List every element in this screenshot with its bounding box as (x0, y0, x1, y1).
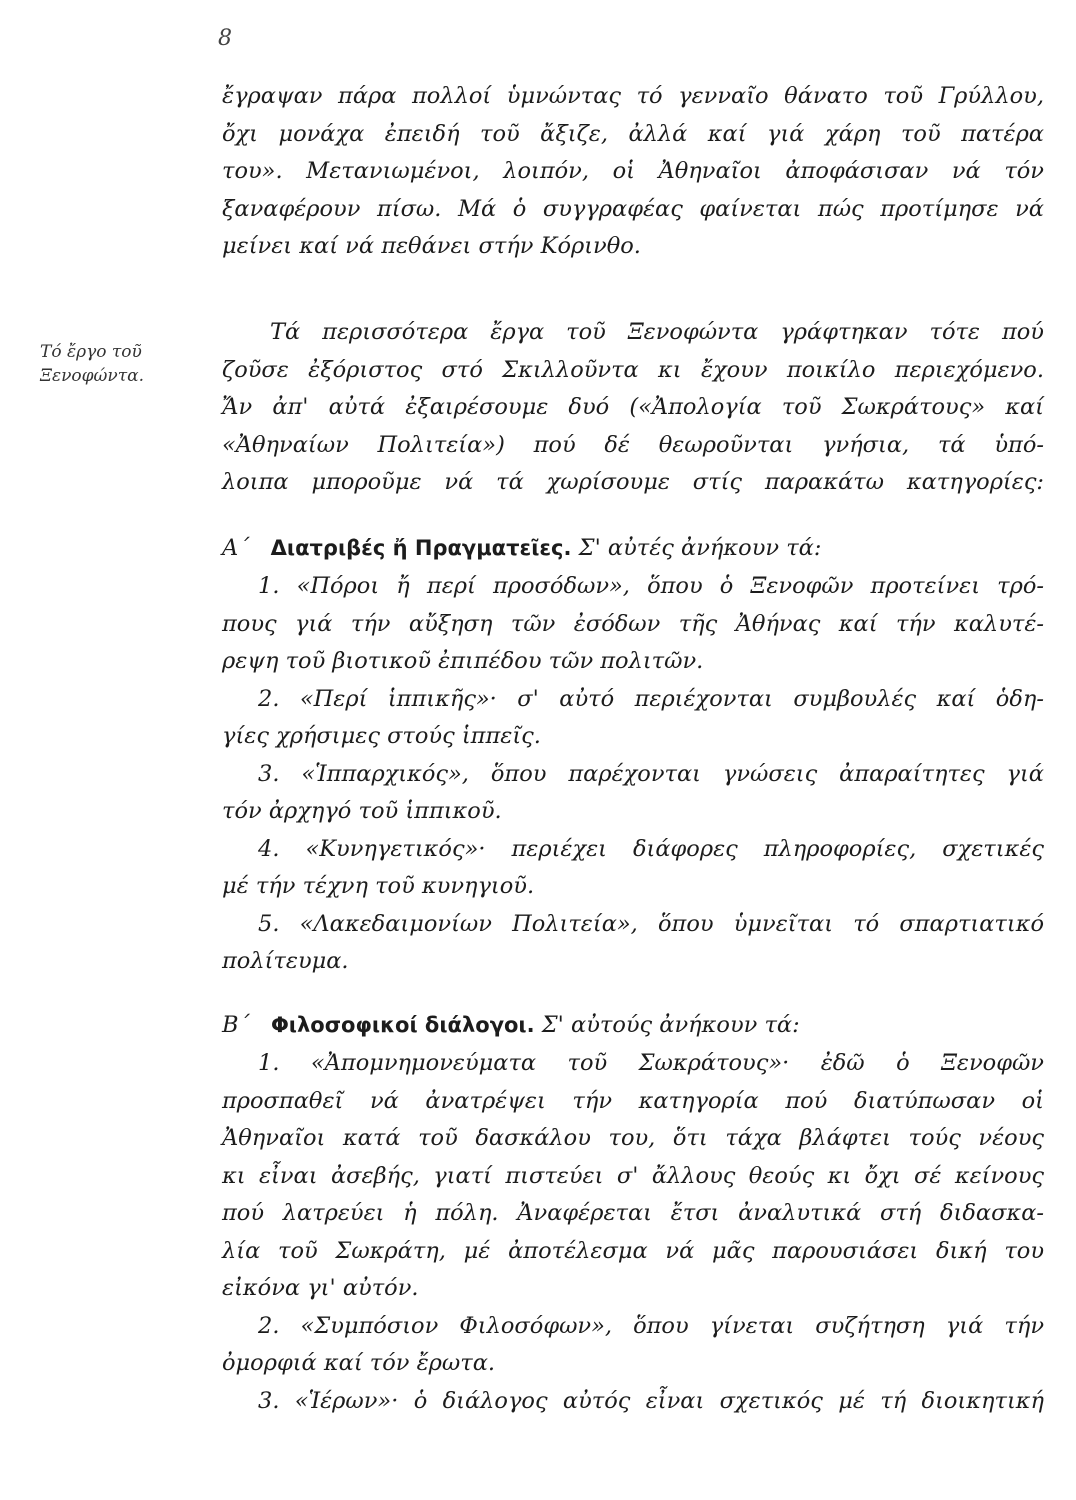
margin-note-line: Ξενοφώντα. (40, 366, 145, 386)
text-line: Τά περισσότερα ἔργα τοῦ Ξενοφώντα γράφτηκαν τότε πού (270, 319, 1044, 345)
list-item-line: λία τοῦ Σωκράτη, μέ ἀποτέλεσμα νά μᾶς παρουσιάσει δική του (222, 1237, 1044, 1264)
list-item-line: ρεψη τοῦ βιοτικοῦ ἐπιπέδου τῶν πολιτῶν. (222, 648, 704, 674)
list-item-line: 2. «Συμπόσιον Φιλοσόφων», ὅπου γίνεται συζήτηση γιά τήν (258, 1312, 1044, 1339)
list-item-line: 1. «Ἀπομνημονεύματα τοῦ Σωκράτους»· ἐδῶ ὁ Ξενοφῶν (258, 1050, 1044, 1076)
section-title: Διατριβές ἤ Πραγματεῖες. (270, 536, 572, 560)
list-item-line: κι εἶναι ἀσεβής, γιατί πιστεύει σ' ἄλλους θεούς κι ὄχι σέ κείνους (222, 1162, 1044, 1189)
list-item-line: 5. «Λακεδαιμονίων Πολιτεία», ὅπου ὑμνεῖται τό σπαρτιατικό (258, 910, 1044, 937)
section-a (222, 528, 1044, 981)
text-line: ὄχι μονάχα ἐπειδή τοῦ ἄξιζε, ἀλλά καί γιά χάρη τοῦ πατέρα (222, 120, 1044, 147)
section-letter: Β΄ (222, 1012, 250, 1038)
section-a-heading (222, 528, 1044, 568)
text-line: μείνει καί νά πεθάνει στήν Κόρινθο. (222, 233, 641, 259)
section-intro: Σ' αὐτούς ἀνήκουν τά: (541, 1012, 800, 1038)
list-item-line: πους γιά τήν αὔξηση τῶν ἐσόδων τῆς Ἀθήνας καί τήν καλυτέ- (222, 610, 1044, 637)
margin-note (40, 340, 190, 388)
list-item-line: πολίτευμα. (222, 948, 349, 974)
text-line: ξαναφέρουν πίσω. Μά ὁ συγγραφέας φαίνεται πώς προτίμησε νά (222, 195, 1044, 222)
page-number: 8 (218, 26, 232, 51)
text-line: Ἄν ἀπ' αὐτά ἐξαιρέσουμε δυό («Ἀπολογία τοῦ Σωκράτους» καί (222, 394, 1044, 420)
list-item-line: προσπαθεῖ νά ἀνατρέψει τήν κατηγορία πού διατύπωσαν οἱ (222, 1087, 1044, 1114)
section-intro: Σ' αὐτές ἀνήκουν τά: (578, 535, 822, 561)
list-item-line: 3. «Ἱέρων»· ὁ διάλογος αὐτός εἶναι σχετικός μέ τή διοικητική (258, 1387, 1044, 1414)
list-item-line: 1. «Πόροι ἤ περί προσόδων», ὅπου ὁ Ξενοφῶν προτείνει τρό- (258, 573, 1044, 599)
list-item-line: ὀμορφιά καί τόν ἔρωτα. (222, 1350, 496, 1376)
text-line: ζοῦσε ἐξόριστος στό Σκιλλοῦντα κι ἔχουν ποικίλο περιεχόμενο. (222, 356, 1044, 383)
intro-paragraph (222, 78, 1044, 266)
section-b (222, 1005, 1044, 1420)
list-item-line: τόν ἀρχηγό τοῦ ἱππικοῦ. (222, 798, 502, 824)
list-item-line: εἰκόνα γι' αὐτόν. (222, 1275, 419, 1301)
text-line: «Ἀθηναίων Πολιτεία») πού δέ θεωροῦνται γνήσια, τά ὑπό- (222, 431, 1044, 458)
list-item-line: πού λατρεύει ἡ πόλη. Ἀναφέρεται ἔτσι ἀναλυτικά στή διδασκα- (222, 1200, 1044, 1226)
text-line: του». Μετανιωμένοι, λοιπόν, οἱ Ἀθηναῖοι ἀποφάσισαν νά τόν (222, 158, 1044, 184)
text-line: ἔγραψαν πάρα πολλοί ὑμνώντας τό γενναῖο θάνατο τοῦ Γρύλλου, (222, 83, 1044, 109)
section-b-heading (222, 1005, 1044, 1045)
section-letter: Α΄ (222, 535, 250, 561)
list-item-line: 4. «Κυνηγετικός»· περιέχει διάφορες πληροφορίες, σχετικές (258, 835, 1044, 862)
section-title: Φιλοσοφικοί διάλογοι. (270, 1013, 535, 1037)
margin-note-line: Τό ἔργο τοῦ (40, 342, 142, 362)
list-item-line: 3. «Ἱππαρχικός», ὅπου παρέχονται γνώσεις ἀπαραίτητες γιά (258, 760, 1044, 787)
list-item-line: 2. «Περί ἱππικῆς»· σ' αὐτό περιέχονται συμβουλές καί ὁδη- (258, 685, 1044, 712)
list-item-line: μέ τήν τέχνη τοῦ κυνηγιοῦ. (222, 873, 535, 899)
list-item-line: Ἀθηναῖοι κατά τοῦ δασκάλου του, ὅτι τάχα βλάφτει τούς νέους (222, 1125, 1044, 1151)
text-line: λοιπα μποροῦμε νά τά χωρίσουμε στίς παρακάτω κατηγορίες: (222, 469, 1044, 495)
list-item-line: γίες χρήσιμες στούς ἱππεῖς. (222, 723, 541, 749)
works-paragraph (222, 314, 1044, 502)
